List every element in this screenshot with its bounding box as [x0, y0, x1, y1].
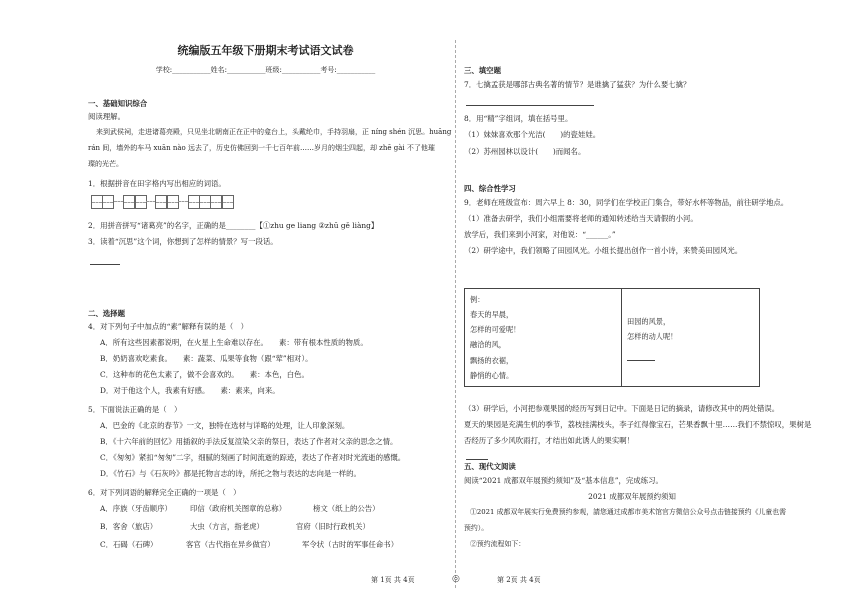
- section-1-intro: 阅读理解。: [88, 112, 125, 121]
- poem-answer-cell[interactable]: [622, 289, 760, 387]
- question-4: 4．对下列句子中加点的“素”解释有误的是（ ）: [88, 322, 249, 331]
- passage-line-2: rán 间，墙外的车马 xuān nào 远去了，历史仿佛回到一千七百年前……岁月的烟尘四起，却 zhē gài 不了他璀: [88, 144, 435, 152]
- q5-option-c[interactable]: C．《匆匆》紧扣“匆匆”二字，细腻的刻画了时间流逝的踪迹，表达了作者对时光流逝的感慨。: [100, 453, 406, 462]
- q8-item-1[interactable]: （1）妹妹喜欢那个光洁( )的瓷娃娃。: [464, 130, 601, 139]
- question-6: 6．对下列词语的解释完全正确的一项是（ ）: [88, 488, 241, 497]
- question-5: 5．下面说法正确的是（ ）: [88, 405, 182, 414]
- question-9: 9．老师在班级宣布：周六早上 8：30，同学们在学校正门集合，带好水杯等物品，前往研学地点。: [464, 198, 789, 207]
- binding-hole-icon: ◎: [452, 574, 460, 584]
- question-1: 1．根据拼音在田字格内写出相应的词语。: [88, 179, 226, 188]
- section-5-heading: 五、现代文阅读: [464, 462, 516, 471]
- q6-option-a-1[interactable]: A．序族（牙齿顺序）: [100, 504, 172, 513]
- question-8: 8．用“精”字组词，填在括号里。: [464, 114, 573, 123]
- question-2: 2．用拼音拼写“诸葛亮”的名字，正确的是________【①zhu ge liang ②zhū gě liàng】: [88, 221, 379, 230]
- poem-line: 融洽的风，: [470, 340, 506, 350]
- section-5-intro: 阅读“2021 成都双年展预约须知”及“基本信息”，完成练习。: [464, 476, 663, 485]
- page-divider: [455, 40, 456, 588]
- poem-line: 飘扬的衣裾，: [470, 355, 514, 365]
- notice-item-2: ②预约流程如下：: [470, 540, 526, 548]
- q4-option-b[interactable]: B．奶奶喜欢吃素食。 素：蔬菜、瓜果等食物（跟“荤”相对）。: [100, 354, 313, 363]
- q6-option-c-2: 客官（古代指在异乡做官）: [186, 540, 275, 549]
- q6-option-b-1[interactable]: B．客舍（旅店）: [100, 522, 158, 531]
- section-2-heading: 二、选择题: [88, 309, 125, 318]
- poem-line: 例：: [470, 295, 485, 304]
- passage-line-3: 璨的光芒。: [88, 160, 123, 168]
- poem-answer-blank[interactable]: [627, 344, 754, 360]
- q6-option-a-2: 印信（政府机关图章的总称）: [190, 504, 287, 513]
- student-info-line: 学校:___________姓名:___________班级:___________考号:___________: [155, 66, 376, 74]
- q5-option-b[interactable]: B．《十六年前的回忆》用插叙的手法反复渲染父亲的祭日，表达了作者对父亲的思念之情。: [100, 437, 398, 446]
- passage-line-1: 来到武侯祠，走进诸葛亮殿，只见坐北朝南正在正中的龛台上，头戴纶巾，手持羽扇，正 níng shén 沉思。huāng: [96, 128, 452, 136]
- answer-blank-q7[interactable]: [466, 96, 594, 106]
- section-1-heading: 一、基础知识综合: [88, 99, 148, 108]
- poem-line: 田园的风景，: [627, 317, 671, 327]
- q6-option-c-3: 军令状（古时的军事任命书）: [302, 540, 399, 549]
- poem-line: 春天的早晨，: [470, 310, 514, 320]
- diary-excerpt-line-1: 夏天的果园是充满生机的季节，荔枝挂满枝头，李子红得像宝石，芒果香飘十里……我们不禁惊叹，果树是: [464, 420, 812, 429]
- poem-example-cell: [465, 289, 622, 387]
- q6-option-b-2: 大虫（方言，指老虎）: [190, 522, 264, 531]
- pinyin-writing-grid[interactable]: [91, 195, 233, 209]
- q9-part-1: （1）准备去研学，我们小组需要将老师的通知转述给当天请假的小河。: [464, 214, 698, 223]
- diary-excerpt-line-2: 否经历了多少风吹雨打，才结出如此诱人的果实啊！: [464, 436, 634, 445]
- q6-option-b-3: 官府（旧时行政机关）: [296, 522, 370, 531]
- poem-line: 静悄的心情。: [470, 370, 514, 380]
- answer-blank-q9-3[interactable]: [466, 450, 488, 460]
- q6-option-c-1[interactable]: C．石碣（石碑）: [100, 540, 158, 549]
- poem-line: 怎样的动人呢！: [627, 332, 678, 342]
- q5-option-d[interactable]: D．《竹石》与《石灰吟》都是托物言志的诗，所托之物与表达的志向是一样的。: [100, 469, 361, 478]
- q4-option-d[interactable]: D．对于他这个人，我素有好感。 素：素来，向来。: [100, 386, 280, 395]
- notice-item-1-cont: 预约）。: [464, 524, 489, 532]
- q8-item-2[interactable]: （2）苏州园林以设计( )而闻名。: [464, 147, 586, 156]
- section-3-heading: 三、填空题: [464, 66, 501, 75]
- notice-item-1: ①2021 成都双年展实行免费预约参观，請您通过成都市美术馆官方微信公众号点击链接预约《儿童也需: [470, 508, 787, 516]
- page-number-left: 第 1页 共 4页: [371, 576, 415, 584]
- q9-part-1-answer[interactable]: 放学后，我们来到小河家，对他说：“______。”: [464, 230, 616, 239]
- q5-option-a[interactable]: A．巴金的《北京的春节》一文，独特在选材与详略的处理，让人印象深刻。: [100, 421, 350, 430]
- page-number-right: 第 2页 共 4页: [497, 576, 541, 584]
- q6-option-a-3: 榜文（纸上的公告）: [313, 504, 380, 513]
- answer-blank-q3[interactable]: [90, 255, 120, 265]
- section-4-heading: 四、综合性学习: [464, 184, 516, 193]
- q4-option-a[interactable]: A．所有这些因素都说明，在火星上生命难以存在。 素：带有根本性质的物质。: [100, 338, 368, 347]
- q9-part-3: （3）研学后，小河把参观果园的经历写到日记中。下面是日记的摘录，请修改其中的两处错误。: [464, 404, 780, 413]
- question-3: 3．读着“沉思”这个词，你想到了怎样的情景？写一段话。: [88, 237, 278, 246]
- notice-title: 2021 成都双年展预约须知: [588, 492, 676, 501]
- question-7: 7．七擒孟获是哪部古典名著的情节？是谁擒了猛获？为什么要七擒？: [464, 80, 691, 89]
- poem-table: [464, 288, 760, 387]
- q4-option-c[interactable]: C．这种布的花色太素了，做不会喜欢的。 素：本色，白色。: [100, 370, 309, 379]
- q9-part-2: （2）研学途中，我们领略了田园风光。小组长提出创作一首小诗，来赞美田园风光。: [464, 246, 743, 255]
- exam-title: 统编版五年级下册期末考试语文试卷: [177, 44, 354, 57]
- poem-line: 怎样的可爱呢！: [470, 325, 521, 335]
